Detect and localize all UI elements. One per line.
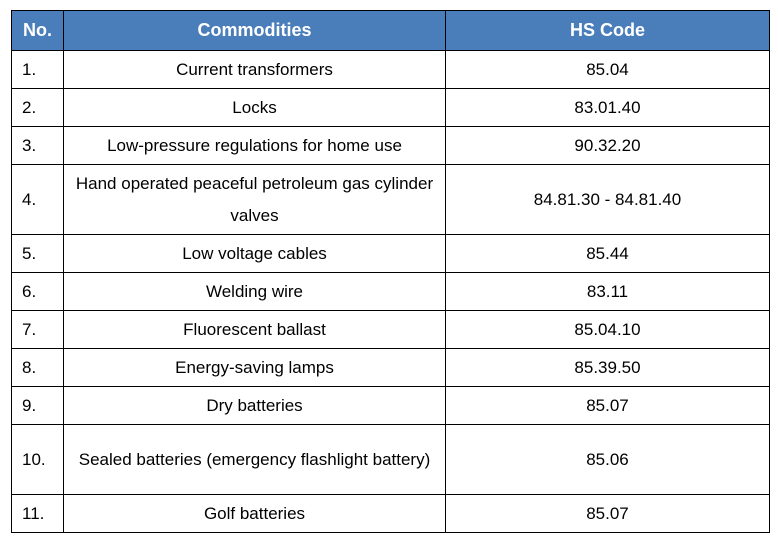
table-row — [12, 311, 770, 349]
hs-code-cell: 83.01.40 — [446, 89, 770, 127]
hs-code-cell: 90.32.20 — [446, 127, 770, 165]
commodity-cell: Fluorescent ballast — [64, 311, 446, 349]
table-row — [12, 425, 770, 495]
commodity-cell: Hand operated peaceful petroleum gas cylinder valves — [64, 165, 446, 235]
header-no: No. — [12, 11, 64, 51]
row-number: 10. — [12, 425, 64, 495]
row-number: 2. — [12, 89, 64, 127]
commodity-cell: Current transformers — [64, 51, 446, 89]
table-row — [12, 127, 770, 165]
commodity-cell: Golf batteries — [64, 495, 446, 533]
row-number: 4. — [12, 165, 64, 235]
hs-code-cell: 85.04 — [446, 51, 770, 89]
commodity-cell: Low-pressure regulations for home use — [64, 127, 446, 165]
commodity-cell: Low voltage cables — [64, 235, 446, 273]
row-number: 5. — [12, 235, 64, 273]
commodity-hs-table — [11, 10, 770, 533]
table-row — [12, 273, 770, 311]
header-hs-code: HS Code — [446, 11, 770, 51]
commodity-cell: Sealed batteries (emergency flashlight battery) — [64, 425, 446, 495]
header-commodities: Commodities — [64, 11, 446, 51]
hs-code-cell: 85.04.10 — [446, 311, 770, 349]
row-number: 3. — [12, 127, 64, 165]
row-number: 1. — [12, 51, 64, 89]
commodity-cell: Welding wire — [64, 273, 446, 311]
hs-code-cell: 84.81.30 - 84.81.40 — [446, 165, 770, 235]
table-row — [12, 51, 770, 89]
commodity-cell: Energy-saving lamps — [64, 349, 446, 387]
hs-code-cell: 85.07 — [446, 495, 770, 533]
table-row — [12, 387, 770, 425]
row-number: 8. — [12, 349, 64, 387]
commodity-cell: Dry batteries — [64, 387, 446, 425]
hs-code-cell: 85.07 — [446, 387, 770, 425]
row-number: 6. — [12, 273, 64, 311]
hs-code-cell: 83.11 — [446, 273, 770, 311]
hs-code-cell: 85.39.50 — [446, 349, 770, 387]
table-row — [12, 495, 770, 533]
commodity-table-container — [11, 10, 769, 533]
table-row — [12, 89, 770, 127]
row-number: 9. — [12, 387, 64, 425]
table-header-row — [12, 11, 770, 51]
table-row — [12, 235, 770, 273]
row-number: 7. — [12, 311, 64, 349]
hs-code-cell: 85.44 — [446, 235, 770, 273]
commodity-cell: Locks — [64, 89, 446, 127]
row-number: 11. — [12, 495, 64, 533]
hs-code-cell: 85.06 — [446, 425, 770, 495]
table-row — [12, 349, 770, 387]
table-row — [12, 165, 770, 235]
